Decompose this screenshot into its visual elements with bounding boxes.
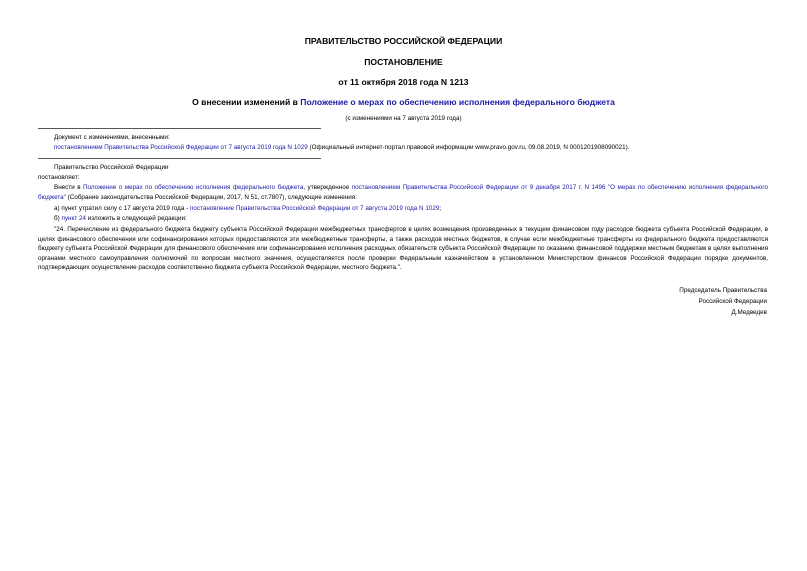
p1-text-b: , утвержденное bbox=[303, 184, 352, 191]
paragraph-amendment bbox=[38, 183, 768, 202]
signature-name: Д.Медведев bbox=[731, 309, 767, 316]
item-b bbox=[54, 214, 187, 224]
title-prefix: О внесении изменений в bbox=[192, 97, 301, 107]
changes-line bbox=[54, 143, 630, 153]
changes-intro: Документ с изменениями, внесенными: bbox=[54, 134, 170, 141]
title-link[interactable]: Положение о мерах по обеспечению исполнения федерального бюджета bbox=[300, 97, 615, 107]
document-type: ПОСТАНОВЛЕНИЕ bbox=[364, 57, 443, 67]
divider-top bbox=[38, 128, 321, 129]
quoted-paragraph-24: "24. Перечисление из федерального бюджета бюджету субъекта Российской Федерации межбюджетных трансфертов в целях возмещения произведенных в текущем финансовом году расходов бюджета субъекта Российской Федерации, в целях финансового обеспечения или софинансирования которых предоставляются эти межбюджетные трансферты, а также расходов местных бюджетов, в случае если межбюджетные трансферты из федерального бюджета предоставляются бюджету субъекта Российской Федерации для финансового обеспечения или софинансирования исполнения расходных обязательств субъекта Российской Федерации по оказанию финансовой поддержки местным бюджетам в целях выполнения органами местного самоуправления полномочий по вопросам местного значения, осуществляется после проверки Федеральным казначейством в установленном Министерством финансов Российской Федерации порядке документов, подтверждающих осуществление расходов соответственно бюджета субъекта Российской Федерации, местного бюджета.". bbox=[38, 226, 768, 272]
item-a-end: ; bbox=[439, 205, 442, 212]
document-date-number: от 11 октября 2018 года N 1213 bbox=[338, 77, 469, 87]
document-title bbox=[0, 97, 807, 107]
revision-note: (с изменениями на 7 августа 2019 года) bbox=[345, 115, 462, 122]
item-b-link[interactable]: пункт 24 bbox=[61, 215, 86, 222]
p1-link-decree[interactable]: постановлением Правительства Российской Федерации от 9 декабря 2017 г. N 1496 "О мерах по обеспечению исполнения федерального бюджета" bbox=[38, 184, 768, 201]
signature-title-1: Председатель Правительства bbox=[679, 287, 767, 294]
item-a-text: а) пункт утратил силу с 17 августа 2019 года - bbox=[54, 205, 190, 212]
changes-source: (Официальный интернет-портал правовой информации www.pravo.gov.ru, 09.08.2019, N 0001201908090021). bbox=[307, 144, 630, 151]
item-a bbox=[54, 204, 441, 214]
decides-label: постановляет: bbox=[38, 174, 80, 181]
item-b-prefix: б) bbox=[54, 215, 62, 222]
signature-title-2: Российской Федерации bbox=[698, 298, 767, 305]
divider-bottom bbox=[38, 158, 321, 159]
p1-text-c: (Собрание законодательства Российской Федерации, 2017, N 51, ст.7807), следующие изменения: bbox=[65, 193, 357, 201]
item-a-link[interactable]: постановление Правительства Российской Федерации от 7 августа 2019 года N 1029 bbox=[189, 205, 440, 212]
government-heading: ПРАВИТЕЛЬСТВО РОССИЙСКОЙ ФЕДЕРАЦИИ bbox=[304, 36, 503, 46]
p1-link-regulation[interactable]: Положение о мерах по обеспечению исполнения федерального бюджета bbox=[83, 184, 304, 191]
p1-text-a: Внести в bbox=[54, 184, 84, 191]
government-name: Правительство Российской Федерации bbox=[54, 164, 169, 171]
item-b-text: изложить в следующей редакции: bbox=[85, 215, 187, 222]
changes-link[interactable]: постановлением Правительства Российской Федерации от 7 августа 2019 года N 1029 bbox=[54, 144, 308, 151]
